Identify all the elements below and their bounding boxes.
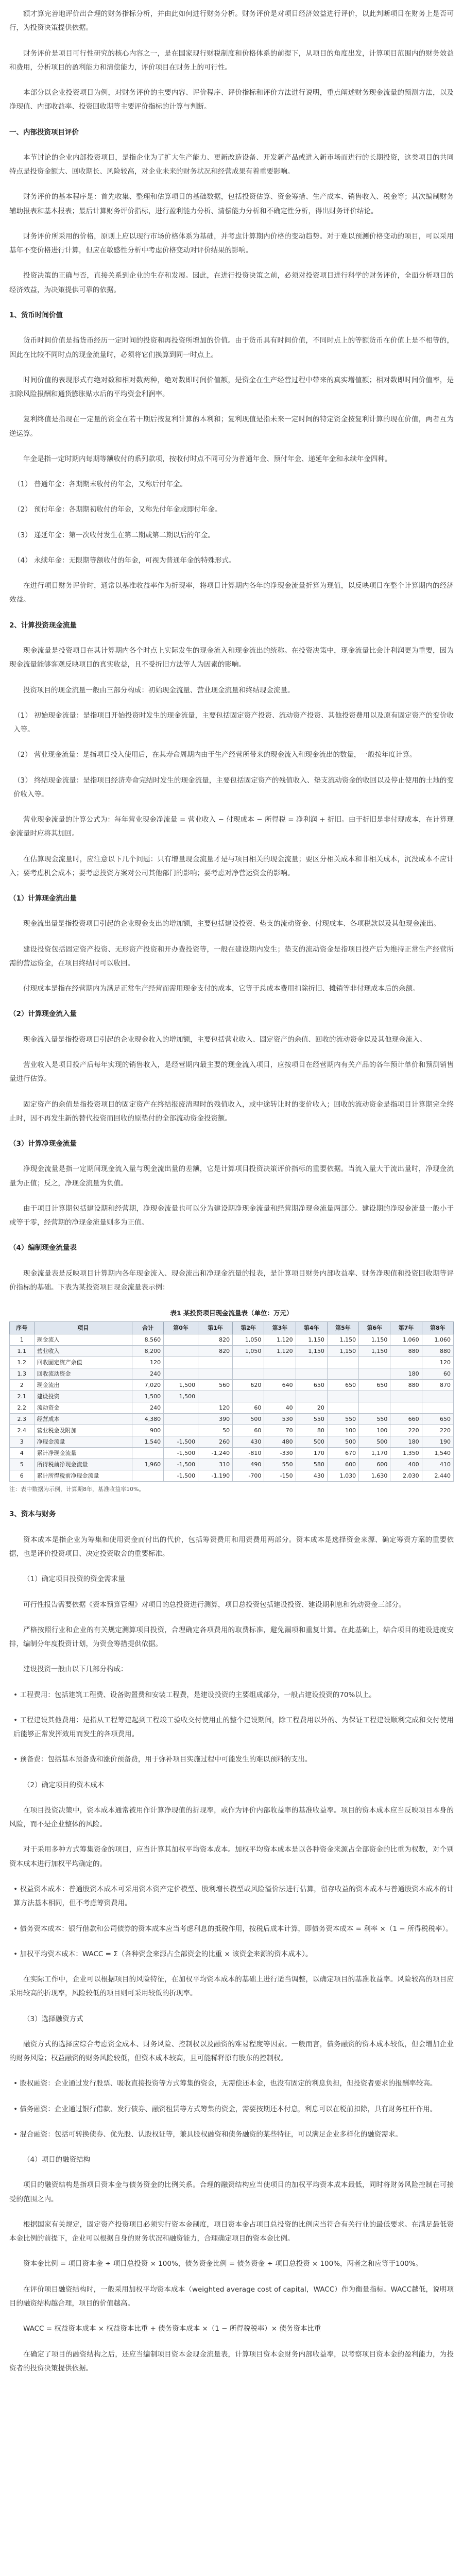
table-header-cell: 第2年 — [233, 1321, 264, 1334]
table-row — [10, 1459, 454, 1470]
table-cell — [164, 1334, 198, 1345]
paragraph: 在确定了项目的融资结构之后，还应当编制项目资本金现金流量表，计算项目资本金财务内部收益率，以考察项目资本金的盈利能力，为投资者的投资决策提供依据。 — [9, 2350, 454, 2372]
list-item: （2） 预付年金：各期期初收付的年金，又称先付年金或即付年金。 — [13, 505, 222, 514]
list-item: （1） 普通年金：各期期末收付的年金，又称后付年金。 — [13, 480, 187, 489]
table-cell: 营业税金及附加 — [34, 1425, 132, 1436]
table-cell: 7,020 — [132, 1379, 163, 1391]
table-cell: -1,500 — [164, 1448, 198, 1459]
paragraph: 投资项目的现金流量一般由三部分构成：初始现金流量、营业现金流量和终结现金流量。 — [23, 686, 295, 694]
table-cell: 400 — [390, 1459, 422, 1470]
table-cell: 500 — [233, 1413, 264, 1425]
list-item: • 工程费用：包括建筑工程费、设备购置费和安装工程费，是建设投资的主要组成部分，一般占建设投资的70%以上。 — [13, 1690, 376, 1699]
table-cell: 880 — [390, 1345, 422, 1357]
table-cell: 1,150 — [296, 1334, 327, 1345]
table-cell: 190 — [422, 1436, 453, 1448]
paragraph: 投资决策的正确与否，直接关系到企业的生存和发展。因此，在进行投资决策之前，必须对投资项目进行科学的财务评价，全面分析项目的经济效益，为决策提供可靠的依据。 — [9, 272, 454, 294]
table-cell — [164, 1425, 198, 1436]
table-header-cell: 项目 — [34, 1321, 132, 1334]
table-cell: 70 — [264, 1425, 296, 1436]
list-item: （4） 永续年金：无限期等额收付的年金，可视为普通年金的特殊形式。 — [13, 556, 236, 565]
paragraph: （4）项目的融资结构 — [23, 2156, 91, 2164]
table-cell: 480 — [264, 1436, 296, 1448]
table-cell — [296, 1357, 327, 1368]
table-cell — [233, 1357, 264, 1368]
table-cell: 1,350 — [390, 1448, 422, 1459]
table-cell: 430 — [233, 1436, 264, 1448]
table-cell: 1 — [10, 1334, 35, 1345]
table-cell: 1,150 — [359, 1345, 390, 1357]
table-row — [10, 1391, 454, 1402]
paragraph: 严格按照行业和企业的有关规定测算项目投资，合理确定各项费用的取费标准，避免漏项和重复计算。在此基础上，结合项目的建设进度安排，编制分年度投资计划，为资金筹措提供依据。 — [9, 1625, 454, 1649]
table-cell: 经营成本 — [34, 1413, 132, 1425]
table-cell — [198, 1357, 233, 1368]
table-cell — [359, 1402, 390, 1413]
section-heading: （1）计算现金流出量 — [9, 894, 77, 903]
table-cell: 1,150 — [327, 1334, 358, 1345]
table-cell: 220 — [422, 1425, 453, 1436]
table-header-cell: 第0年 — [164, 1321, 198, 1334]
paragraph: 在实际工作中，企业可以根据项目的风险特征，在加权平均资本成本的基础上进行适当调整，以确定项目的基准收益率。风险较高的项目应采用较高的折现率，风险较低的项目则可采用较低的折现率。 — [9, 1975, 454, 1998]
table-cell: 8,200 — [132, 1345, 163, 1357]
paragraph: 现金流量表是反映项目计算期内各年现金流入、现金流出和净现金流量的报表，是计算项目财务内部收益率、财务净现值和投资回收期等评价指标的基础。下表为某投资项目现金流量表示例： — [9, 1269, 454, 1292]
paragraph: 在项目投资决策中，资本成本通常被用作计算净现值的折现率，或作为评价内部收益率的基准收益率。项目的资本成本应当反映项目本身的风险，而不是企业整体的风险。 — [9, 1806, 454, 1829]
section-heading: 一、内部投资项目评价 — [9, 128, 79, 137]
table-cell: 500 — [359, 1436, 390, 1448]
table-cell: 4 — [10, 1448, 35, 1459]
table-note: 注：表中数据为示例，计算期8年，基准收益率10%。 — [9, 1486, 145, 1493]
table-cell: 5 — [10, 1459, 35, 1470]
paragraph: 复利终值是指现在一定量的资金在若干期后按复利计算的本利和；复利现值是指未来一定时间的特定资金按复利计算的现在价值，两者互为逆运算。 — [9, 415, 454, 438]
section-heading: 3、资本与财务 — [9, 1510, 56, 1519]
table-row — [10, 1436, 454, 1448]
paragraph: 本节讨论的企业内部投资项目，是指企业为了扩大生产能力、更新改造设备、开发新产品或进入新市场而进行的长期投资，这类项目的共同特点是投资金额大、回收期长、风险较高，对企业未来的财务状况和经营成果有着重要影响。 — [9, 153, 454, 176]
table-row — [10, 1334, 454, 1345]
table-cell: 560 — [198, 1379, 233, 1391]
table-cell: 2.4 — [10, 1425, 35, 1436]
paragraph: 资本成本是指企业为筹集和使用资金而付出的代价，包括筹资费用和用资费用两部分。资本成本是选择资金来源、确定筹资方案的重要依据，也是评价投资项目、决定投资取舍的重要标准。 — [9, 1535, 454, 1558]
table-cell: 60 — [422, 1368, 453, 1379]
table-cell — [264, 1391, 296, 1402]
paragraph: 时间价值的表现形式有绝对数和相对数两种，绝对数即时间价值额，是资金在生产经营过程中带来的真实增值额；相对数即时间价值率，是扣除风险报酬和通货膨胀贴水后的平均资金利润率。 — [9, 376, 454, 399]
table-cell: 120 — [198, 1402, 233, 1413]
section-heading: （2）计算现金流入量 — [9, 1010, 77, 1019]
table-cell: 1,060 — [422, 1334, 453, 1345]
table-cell — [390, 1357, 422, 1368]
table-cell: 50 — [198, 1425, 233, 1436]
table-cell: 60 — [233, 1402, 264, 1413]
table-cell: 回收流动资金 — [34, 1368, 132, 1379]
table-cell: 880 — [422, 1345, 453, 1357]
list-item: • 预备费：包括基本预备费和涨价预备费，用于弥补项目实施过程中可能发生的难以预料的支出。 — [13, 1755, 312, 1764]
table-cell: 410 — [422, 1459, 453, 1470]
table-cell: 170 — [296, 1448, 327, 1459]
table-cell: 640 — [264, 1379, 296, 1391]
table-cell — [132, 1448, 163, 1459]
paragraph: 现金流量是投资项目在其计算期内各个时点上实际发生的现金流入和现金流出的统称。在投资决策中，现金流量比会计利润更为重要，因为现金流量能够客观反映项目的真实收益，且不受折旧方法等人为因素的影响。 — [9, 646, 454, 669]
table-cell: 流动资金 — [34, 1402, 132, 1413]
table-cell: 120 — [132, 1357, 163, 1368]
table-cell: -1,240 — [198, 1448, 233, 1459]
table-cell: 1,030 — [327, 1470, 358, 1482]
table-cell: 600 — [327, 1459, 358, 1470]
table-cell — [198, 1391, 233, 1402]
paragraph: （3）选择融资方式 — [23, 2014, 83, 2023]
paragraph: 根据国家有关规定，固定资产投资项目必须实行资本金制度，项目资本金占项目总投资的比例应当符合有关行业的最低要求。在满足最低资本金比例的前提下，企业可以根据自身的财务状况和融资能力，合理确定项目的资本金比例。 — [9, 2220, 454, 2243]
table-cell — [233, 1391, 264, 1402]
section-heading: 2、计算投资现金流量 — [9, 621, 77, 630]
table-cell: 490 — [233, 1459, 264, 1470]
table-row — [10, 1368, 454, 1379]
table-cell — [422, 1402, 453, 1413]
table-cell: 550 — [264, 1459, 296, 1470]
section-heading: （3）计算净现金流量 — [9, 1140, 77, 1148]
table-cell: 430 — [296, 1470, 327, 1482]
list-item: • 债务资本成本：银行借款和公司债券的资本成本应当考虑利息的抵税作用，按税后成本计算，即债务资本成本 = 利率 ×（1 − 所得税税率）。 — [13, 1924, 453, 1933]
table-cell — [296, 1368, 327, 1379]
table-cell: -1,190 — [198, 1470, 233, 1482]
table-cell: 390 — [198, 1413, 233, 1425]
table-cell: 2,030 — [390, 1470, 422, 1482]
table-cell — [233, 1368, 264, 1379]
table-cell: 1.1 — [10, 1345, 35, 1357]
table-row — [10, 1357, 454, 1368]
table-cell — [359, 1391, 390, 1402]
table-cell: 650 — [296, 1379, 327, 1391]
list-item: （1） 初始现金流量：是指项目开始投资时发生的现金流量，主要包括固定资产投资、流动资产投资、其他投资费用以及原有固定资产的变价收入等。 — [13, 711, 454, 734]
table-cell: 260 — [198, 1436, 233, 1448]
table-cell — [390, 1402, 422, 1413]
table-cell: 310 — [198, 1459, 233, 1470]
cash-flow-table-block — [9, 1306, 454, 1495]
section-heading: 1、货币时间价值 — [9, 311, 63, 319]
table-cell — [264, 1368, 296, 1379]
table-row — [10, 1448, 454, 1459]
list-item: • 加权平均资本成本：WACC = Σ（各种资金来源占全部资金的比重 × 该资金来源的资本成本）。 — [13, 1950, 313, 1958]
table-cell: 880 — [390, 1379, 422, 1391]
table-header-cell: 第6年 — [359, 1321, 390, 1334]
table-cell: 1,540 — [422, 1448, 453, 1459]
table-cell: 现金流入 — [34, 1334, 132, 1345]
table-cell: 240 — [132, 1368, 163, 1379]
table-cell: 1,150 — [296, 1345, 327, 1357]
paragraph: 额才算完善地评价出合理的财务指标分析，并由此如何进行财务分析。财务评价是对项目经济效益进行评价，以此判断项目在财务上是否可行，为投资决策提供依据。 — [9, 10, 454, 32]
table-cell: 1,150 — [327, 1345, 358, 1357]
table-cell — [327, 1391, 358, 1402]
table-cell: 100 — [327, 1425, 358, 1436]
list-item: • 权益资本成本：普通股资本成本可采用资本资产定价模型、股利增长模型或风险溢价法进行估算，留存收益的资本成本与普通股资本成本的计算方法基本相同，但不考虑筹资费用。 — [13, 1885, 454, 1908]
paragraph: 净现金流量是指一定期间现金流入量与现金流出量的差额，它是计算项目投资决策评价指标的重要依据。当流入量大于流出量时，净现金流量为正值；反之，净现金流量为负值。 — [9, 1165, 454, 1188]
paragraph: （1）确定项目投资的资金需求量 — [23, 1575, 125, 1584]
paragraph: 营业收入是项目投产后每年实现的销售收入，是经营期内最主要的现金流入项目，应按项目在经营期内有关产品的各年预计单价和预测销售量进行估算。 — [9, 1061, 454, 1083]
table-cell: 累计所得税前净现金流量 — [34, 1470, 132, 1482]
table-cell: 2.1 — [10, 1391, 35, 1402]
paragraph: 在进行项目财务评价时，通常以基准收益率作为折现率，将项目计算期内各年的净现金流量折算为现值，以反映项目在整个计算期内的经济效益。 — [9, 582, 454, 604]
table-cell: 60 — [233, 1425, 264, 1436]
table-row — [10, 1402, 454, 1413]
table-cell — [132, 1470, 163, 1482]
paragraph: 现金流出量是指投资项目引起的企业现金支出的增加额，主要包括建设投资、垫支的流动资金、付现成本、各项税款以及其他现金流出。 — [23, 920, 440, 928]
table-cell: 4,380 — [132, 1413, 163, 1425]
section-heading: （4）编制现金流量表 — [9, 1244, 77, 1252]
table-header-cell: 第1年 — [198, 1321, 233, 1334]
table-cell — [264, 1357, 296, 1368]
table-cell: 1,060 — [390, 1334, 422, 1345]
table-cell: 净现金流量 — [34, 1436, 132, 1448]
table-cell: 580 — [296, 1459, 327, 1470]
table-cell: 1,120 — [264, 1345, 296, 1357]
paragraph: 固定资产的余值是指投资项目的固定资产在终结报废清理时的残值收入，或中途转让时的变价收入；回收的流动资金是指项目计算期完全终止时，因不再发生新的替代投资而回收的原垫付的全部流动资金投资额。 — [9, 1100, 454, 1123]
table-cell: 600 — [359, 1459, 390, 1470]
table-cell: 现金流出 — [34, 1379, 132, 1391]
table-cell: -810 — [233, 1448, 264, 1459]
list-item: • 工程建设其他费用：是指从工程筹建起到工程竣工验收交付使用止的整个建设期间，除工程费用以外的、为保证工程建设顺利完成和交付使用后能够正常发挥效用而发生的各项费用。 — [13, 1716, 454, 1739]
table-cell — [164, 1345, 198, 1357]
table-cell — [359, 1368, 390, 1379]
paragraph: 在估算现金流量时，应注意以下几个问题：只有增量现金流量才是与项目相关的现金流量；要区分相关成本和非相关成本，沉没成本不应计入；要考虑机会成本；要考虑投资方案对公司其他部门的影响；要考虑对净营运资金的影响。 — [9, 855, 454, 877]
table-cell: 500 — [296, 1436, 327, 1448]
table-row — [10, 1379, 454, 1391]
paragraph: 项目的融资结构是指项目资本金与债务资金的比例关系。合理的融资结构应当使项目的加权平均资本成本最低，同时将财务风险控制在可接受的范围之内。 — [9, 2181, 454, 2204]
table-cell — [359, 1357, 390, 1368]
paragraph: 对于采用多种方式筹集资金的项目，应当计算其加权平均资本成本。加权平均资本成本是以各种资金来源占全部资金的比重为权数，对个别资本成本进行加权平均确定的。 — [9, 1845, 454, 1868]
table-cell: 120 — [422, 1357, 453, 1368]
table-cell: -330 — [264, 1448, 296, 1459]
table-cell: 回收固定资产余值 — [34, 1357, 132, 1368]
table-cell: -1,500 — [164, 1459, 198, 1470]
table-cell: 820 — [198, 1345, 233, 1357]
table-cell: 营业收入 — [34, 1345, 132, 1357]
paragraph: 财务评价是项目可行性研究的核心内容之一，是在国家现行财税制度和价格体系的前提下，从项目的角度出发，计算项目范围内的财务效益和费用，分析项目的盈利能力和清偿能力，评价项目在财务上的可行性。 — [9, 49, 454, 72]
paragraph: 资本金比例 = 项目资本金 ÷ 项目总投资 × 100%，债务资金比例 = 债务资金 ÷ 项目总投资 × 100%，两者之和应等于100%。 — [23, 2260, 423, 2268]
table-cell: 1,500 — [164, 1379, 198, 1391]
paragraph: 财务评价的基本程序是：首先收集、整理和估算项目的基础数据，包括投资估算、资金筹措、生产成本、销售收入、税金等；其次编制财务辅助报表和基本报表；最后计算财务评价指标，进行盈利能力分析、清偿能力分析和不确定性分析，得出财务评价结论。 — [9, 193, 454, 215]
table-header-cell: 第7年 — [390, 1321, 422, 1334]
table-cell: 1,540 — [132, 1436, 163, 1448]
table-cell: 650 — [359, 1379, 390, 1391]
table-cell: 1,500 — [132, 1391, 163, 1402]
table-cell: 500 — [327, 1436, 358, 1448]
table-cell: 550 — [359, 1413, 390, 1425]
paragraph: 货币时间价值是指货币经历一定时间的投资和再投资所增加的价值。由于货币具有时间价值，不同时点上的等额货币在价值上是不相等的，因此在比较不同时点的现金流量时，必须将它们换算到同一时点上。 — [9, 336, 454, 359]
table-cell: 1,500 — [164, 1391, 198, 1402]
table-cell: 650 — [327, 1379, 358, 1391]
table-cell: 900 — [132, 1425, 163, 1436]
paragraph: 财务评价所采用的价格，原则上应以现行市场价格体系为基础，并考虑计算期内价格的变动趋势。对于难以预测价格变动的项目，可以采用基年不变价格进行计算，但应在敏感性分析中考虑价格变动对评价结果的影响。 — [9, 232, 454, 255]
table-header-cell: 第8年 — [422, 1321, 453, 1334]
table-cell: 870 — [422, 1379, 453, 1391]
table-cell: -700 — [233, 1470, 264, 1482]
table-cell: 2.3 — [10, 1413, 35, 1425]
list-item: （3） 递延年金：第一次收付发生在第二期或第二期以后的年金。 — [13, 531, 215, 539]
table-cell: 180 — [390, 1368, 422, 1379]
paragraph: 年金是指一定时期内每期等额收付的系列款项，按收付时点不同可分为普通年金、预付年金、递延年金和永续年金四种。 — [23, 454, 392, 463]
table-cell — [164, 1368, 198, 1379]
table-cell: 220 — [390, 1425, 422, 1436]
table-cell: 100 — [359, 1425, 390, 1436]
table-header-cell: 第3年 — [264, 1321, 296, 1334]
table-cell: 1.3 — [10, 1368, 35, 1379]
paragraph: 可行性报告需要依据《资本预算管理》对项目的总投资进行测算，项目总投资包括建设投资、建设期利息和流动资金三部分。 — [23, 1600, 406, 1609]
table-row — [10, 1470, 454, 1482]
table-row — [10, 1425, 454, 1436]
table-cell: 40 — [264, 1402, 296, 1413]
table-cell: 660 — [390, 1413, 422, 1425]
table-cell — [296, 1391, 327, 1402]
table-cell: -1,500 — [164, 1470, 198, 1482]
table-header-cell: 第5年 — [327, 1321, 358, 1334]
paragraph: 建设投资包括固定资产投资、无形资产投资和开办费投资等，一般在建设期内发生；垫支的流动资金是指项目投产后为维持正常生产经营所需的营运资金，在项目终结时可以收回。 — [9, 945, 454, 968]
paragraph: 融资方式的选择应综合考虑资金成本、财务风险、控制权以及融资的难易程度等因素。一般而言，债务融资的资本成本较低，但会增加企业的财务风险；权益融资的财务风险较低，但资本成本较高，且可能稀释原有股东的控制权。 — [9, 2040, 454, 2063]
table-cell — [164, 1357, 198, 1368]
table-cell: 240 — [132, 1402, 163, 1413]
paragraph: 建设投资一般由以下几部分构成： — [23, 1665, 128, 1674]
table-cell: 550 — [327, 1413, 358, 1425]
list-item: • 债务融资：企业通过银行借款、发行债券、融资租赁等方式筹集的资金，需要按期还本付息，利息可以在税前扣除，具有财务杠杆作用。 — [13, 2105, 437, 2113]
paragraph: 付现成本是指在经营期内为满足正常生产经营而需用现金支付的成本，它等于总成本费用扣除折旧、摊销等非付现成本后的余额。 — [23, 985, 420, 993]
table-cell: 6 — [10, 1470, 35, 1482]
table-cell: 2.2 — [10, 1402, 35, 1413]
paragraph: 由于项目计算期包括建设期和经营期，净现金流量也可以分为建设期净现金流量和经营期净现金流量两部分。建设期的净现金流量一般小于或等于零，经营期的净现金流量则多为正值。 — [9, 1204, 454, 1227]
table-cell: 3 — [10, 1436, 35, 1448]
table-cell: 530 — [264, 1413, 296, 1425]
table-cell: 20 — [296, 1402, 327, 1413]
table-cell — [327, 1357, 358, 1368]
table-cell: -150 — [264, 1470, 296, 1482]
table-cell: 1,170 — [359, 1448, 390, 1459]
table-cell: 550 — [296, 1413, 327, 1425]
paragraph: （2）确定项目的资本成本 — [23, 1781, 105, 1789]
table-cell — [327, 1368, 358, 1379]
paragraph: 现金流入量是指投资项目引起的企业现金收入的增加额，主要包括营业收入、固定资产的余值、回收的流动资金以及其他现金流入。 — [23, 1035, 426, 1044]
list-item: • 股权融资：企业通过发行股票、吸收直接投资等方式筹集的资金，无需偿还本金，也没有固定的利息负担，但投资者要求的报酬率较高。 — [13, 2079, 437, 2088]
table-cell: 2 — [10, 1379, 35, 1391]
table-row — [10, 1413, 454, 1425]
table-cell: 80 — [296, 1425, 327, 1436]
table-cell: -1,500 — [164, 1436, 198, 1448]
table-cell: 650 — [422, 1413, 453, 1425]
table-row — [10, 1345, 454, 1357]
table-cell — [422, 1391, 453, 1402]
paragraph: 本部分以企业投资项目为例，对财务评价的主要内容、评价程序、评价指标和评价方法进行说明，重点阐述财务现金流量的预测方法，以及净现值、内部收益率、投资回收期等主要评价指标的计算与判断。 — [9, 89, 454, 111]
table-cell: 620 — [233, 1379, 264, 1391]
table-cell: 1,050 — [233, 1334, 264, 1345]
table-cell: 1,050 — [233, 1345, 264, 1357]
table-cell — [198, 1368, 233, 1379]
table-cell: 1,120 — [264, 1334, 296, 1345]
table-cell: 所得税前净现金流量 — [34, 1459, 132, 1470]
table-cell: 1,960 — [132, 1459, 163, 1470]
list-item: （2） 营业现金流量：是指项目投入使用后，在其寿命周期内由于生产经营所带来的现金流入和现金流出的数量，一般按年度计算。 — [13, 751, 417, 759]
paragraph: 营业现金流量的计算公式为：每年营业现金净流量 = 营业收入 − 付现成本 − 所得税 = 净利润 + 折旧。由于折旧是非付现成本，在计算现金流量时应将其加回。 — [9, 816, 454, 838]
table-cell — [164, 1402, 198, 1413]
table-cell: 670 — [327, 1448, 358, 1459]
list-item: • 混合融资：包括可转换债券、优先股、认股权证等，兼具股权融资和债务融资的某些特征，可以满足企业多样化的融资需求。 — [13, 2130, 402, 2139]
table-cell: 1,630 — [359, 1470, 390, 1482]
cash-flow-table — [9, 1306, 454, 1482]
table-cell: 2,440 — [422, 1470, 453, 1482]
table-cell — [164, 1413, 198, 1425]
paragraph: 在评价项目融资结构时，一般采用加权平均资本成本（weighted average cost of capital，WACC）作为衡量指标。WACC越低，说明项目的融资结构越合理，项目的价值越高。 — [9, 2285, 454, 2308]
table-cell: 建设投资 — [34, 1391, 132, 1402]
table-cell: 累计净现金流量 — [34, 1448, 132, 1459]
table-cell: 180 — [390, 1436, 422, 1448]
table-cell — [390, 1391, 422, 1402]
table-cell: 1.2 — [10, 1357, 35, 1368]
table-header-cell: 序号 — [10, 1321, 35, 1334]
table-cell: 1,150 — [359, 1334, 390, 1345]
table-cell: 8,560 — [132, 1334, 163, 1345]
table-cell — [327, 1402, 358, 1413]
table-header-cell: 第4年 — [296, 1321, 327, 1334]
table-header-cell: 合计 — [132, 1321, 163, 1334]
table-cell: 820 — [198, 1334, 233, 1345]
formula-line: WACC = 权益资本成本 × 权益资本比重 + 债务资本成本 ×（1 − 所得税税率）× 债务资本比重 — [23, 2325, 321, 2333]
table-caption: 表1 某投资项目现金流量表（单位：万元） — [170, 1309, 293, 1317]
list-item: （3） 终结现金流量：是指项目经济寿命完结时发生的现金流量，主要包括固定资产的残值收入、垫支流动资金的收回以及停止使用的土地的变价收入等。 — [13, 776, 454, 799]
